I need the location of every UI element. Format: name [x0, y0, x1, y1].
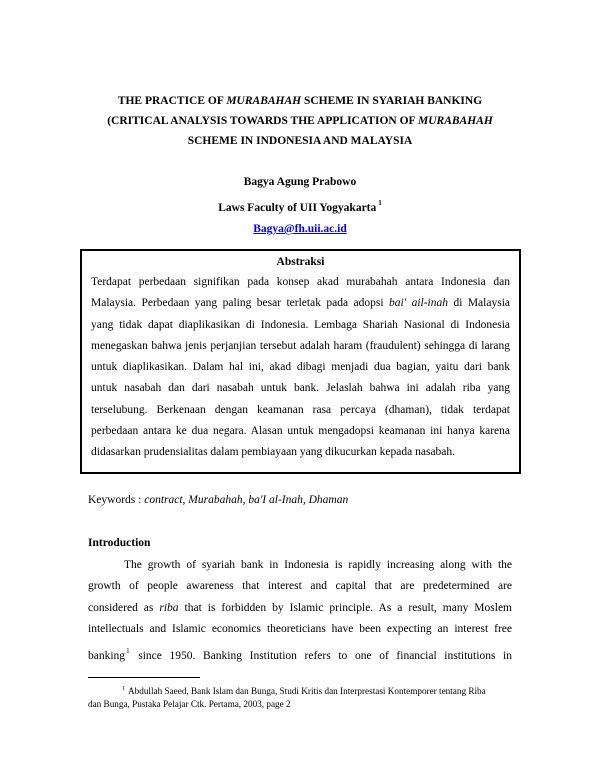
abstract-body [91, 272, 510, 464]
title-line-3: SCHEME IN INDONESIA AND MALAYSIA [187, 135, 413, 147]
author-email-link[interactable]: Bagya@fh.uii.ac.id [253, 223, 347, 235]
section-heading-introduction: Introduction [88, 537, 151, 549]
footnote-separator [88, 677, 200, 678]
keywords-label: Keywords : [88, 494, 142, 506]
body-line: The growth of syariah bank in Indonesia is rapidly increasing along with the [124, 559, 512, 571]
title-emphasis: MURABAHAH [418, 115, 493, 127]
title-emphasis: MURABAHAH [226, 95, 302, 107]
body-emphasis: riba [159, 601, 179, 614]
author-block [60, 172, 540, 240]
abstract-line: didasarkan prudensialitas dalam pembiayaan yang dikucurkan kepada nasabah. [91, 446, 456, 459]
keywords [88, 494, 348, 506]
abstract-heading: Abstraksi [276, 256, 325, 268]
abstract-line: terselubung. Berkenaan dengan keamanan rasa percaya (dhaman), tidak terdapat [91, 403, 510, 416]
body-line: growth of people awareness that interest and capital that are predetermined are [88, 580, 512, 593]
body-line: considered as riba that is forbidden by Islamic principle. As a result, many Moslem [88, 601, 513, 614]
abstract-line: Terdapat perbedaan signifikan pada konsep akad murabahah antara Indonesia dan [91, 276, 510, 288]
body-line: banking$^1$ since 1950. Banking Institution refers to one of financial institutions in [88, 646, 513, 662]
body-line: intellectuals and Islamic economics theoreticians have been expecting an interest free [88, 623, 512, 636]
abstract-line: perbedaan antara ke dua negara. Alasan untuk mengadopsi keamanan ini hanya karena [91, 425, 510, 438]
abstract-emphasis: bai' ail-inah [389, 297, 449, 310]
footnote-line: dan Bunga, Pustaka Pelajar Ctk. Pertama, 2003, page 2 [88, 699, 291, 709]
abstract-line: Malaysia. Perbedaan yang paling besar terletak pada adopsi bai' ail-inah di Malaysia [91, 297, 510, 310]
abstract-line: untuk nasabah dan dari nasabah untuk bank. Jelaslah bahwa ini adalah riba yang [91, 382, 510, 395]
abstract-line: yang tidak dapat diaplikasikan di Indonesia. Lembaga Shariah Nasional di Indonesia [91, 318, 510, 331]
abstract-box [80, 249, 521, 474]
abstract-line: untuk diaplikasikan. Dalam hal ini, akad dibagi menjadi dua bagian, yaitu dari bank [91, 361, 510, 374]
author-name: Bagya Agung Prabowo [243, 176, 357, 188]
title-line-1: THE PRACTICE OF MURABAHAH SCHEME IN SYARIAH BANKING [117, 95, 483, 107]
title-line-2: (CRITICAL ANALYSIS TOWARDS THE APPLICATION OF MURABAHAH [107, 115, 493, 127]
abstract-line: menegaskan bahwa jenis perjanjian tersebut adalah haram (fraudulent) sehingga di larang [91, 339, 510, 352]
author-affiliation: Laws Faculty of UII Yogyakarta $^1$ [218, 199, 382, 214]
paper-title [60, 91, 540, 151]
footnote-reference: 1 [126, 646, 130, 655]
affiliation-footnote-mark: 1 [378, 199, 382, 207]
introduction-body [88, 555, 512, 667]
footnote-line: $^1$ Abdullah Saeed, Bank Islam dan Bunga, Studi Kritis dan Interprestasi Kontemporer tentang Riba [122, 686, 486, 696]
footnote-number: 1 [122, 686, 125, 692]
keywords-values: contract, Murabahah, ba'I al-Inah, Dhaman [144, 494, 349, 506]
footnote [88, 683, 512, 711]
